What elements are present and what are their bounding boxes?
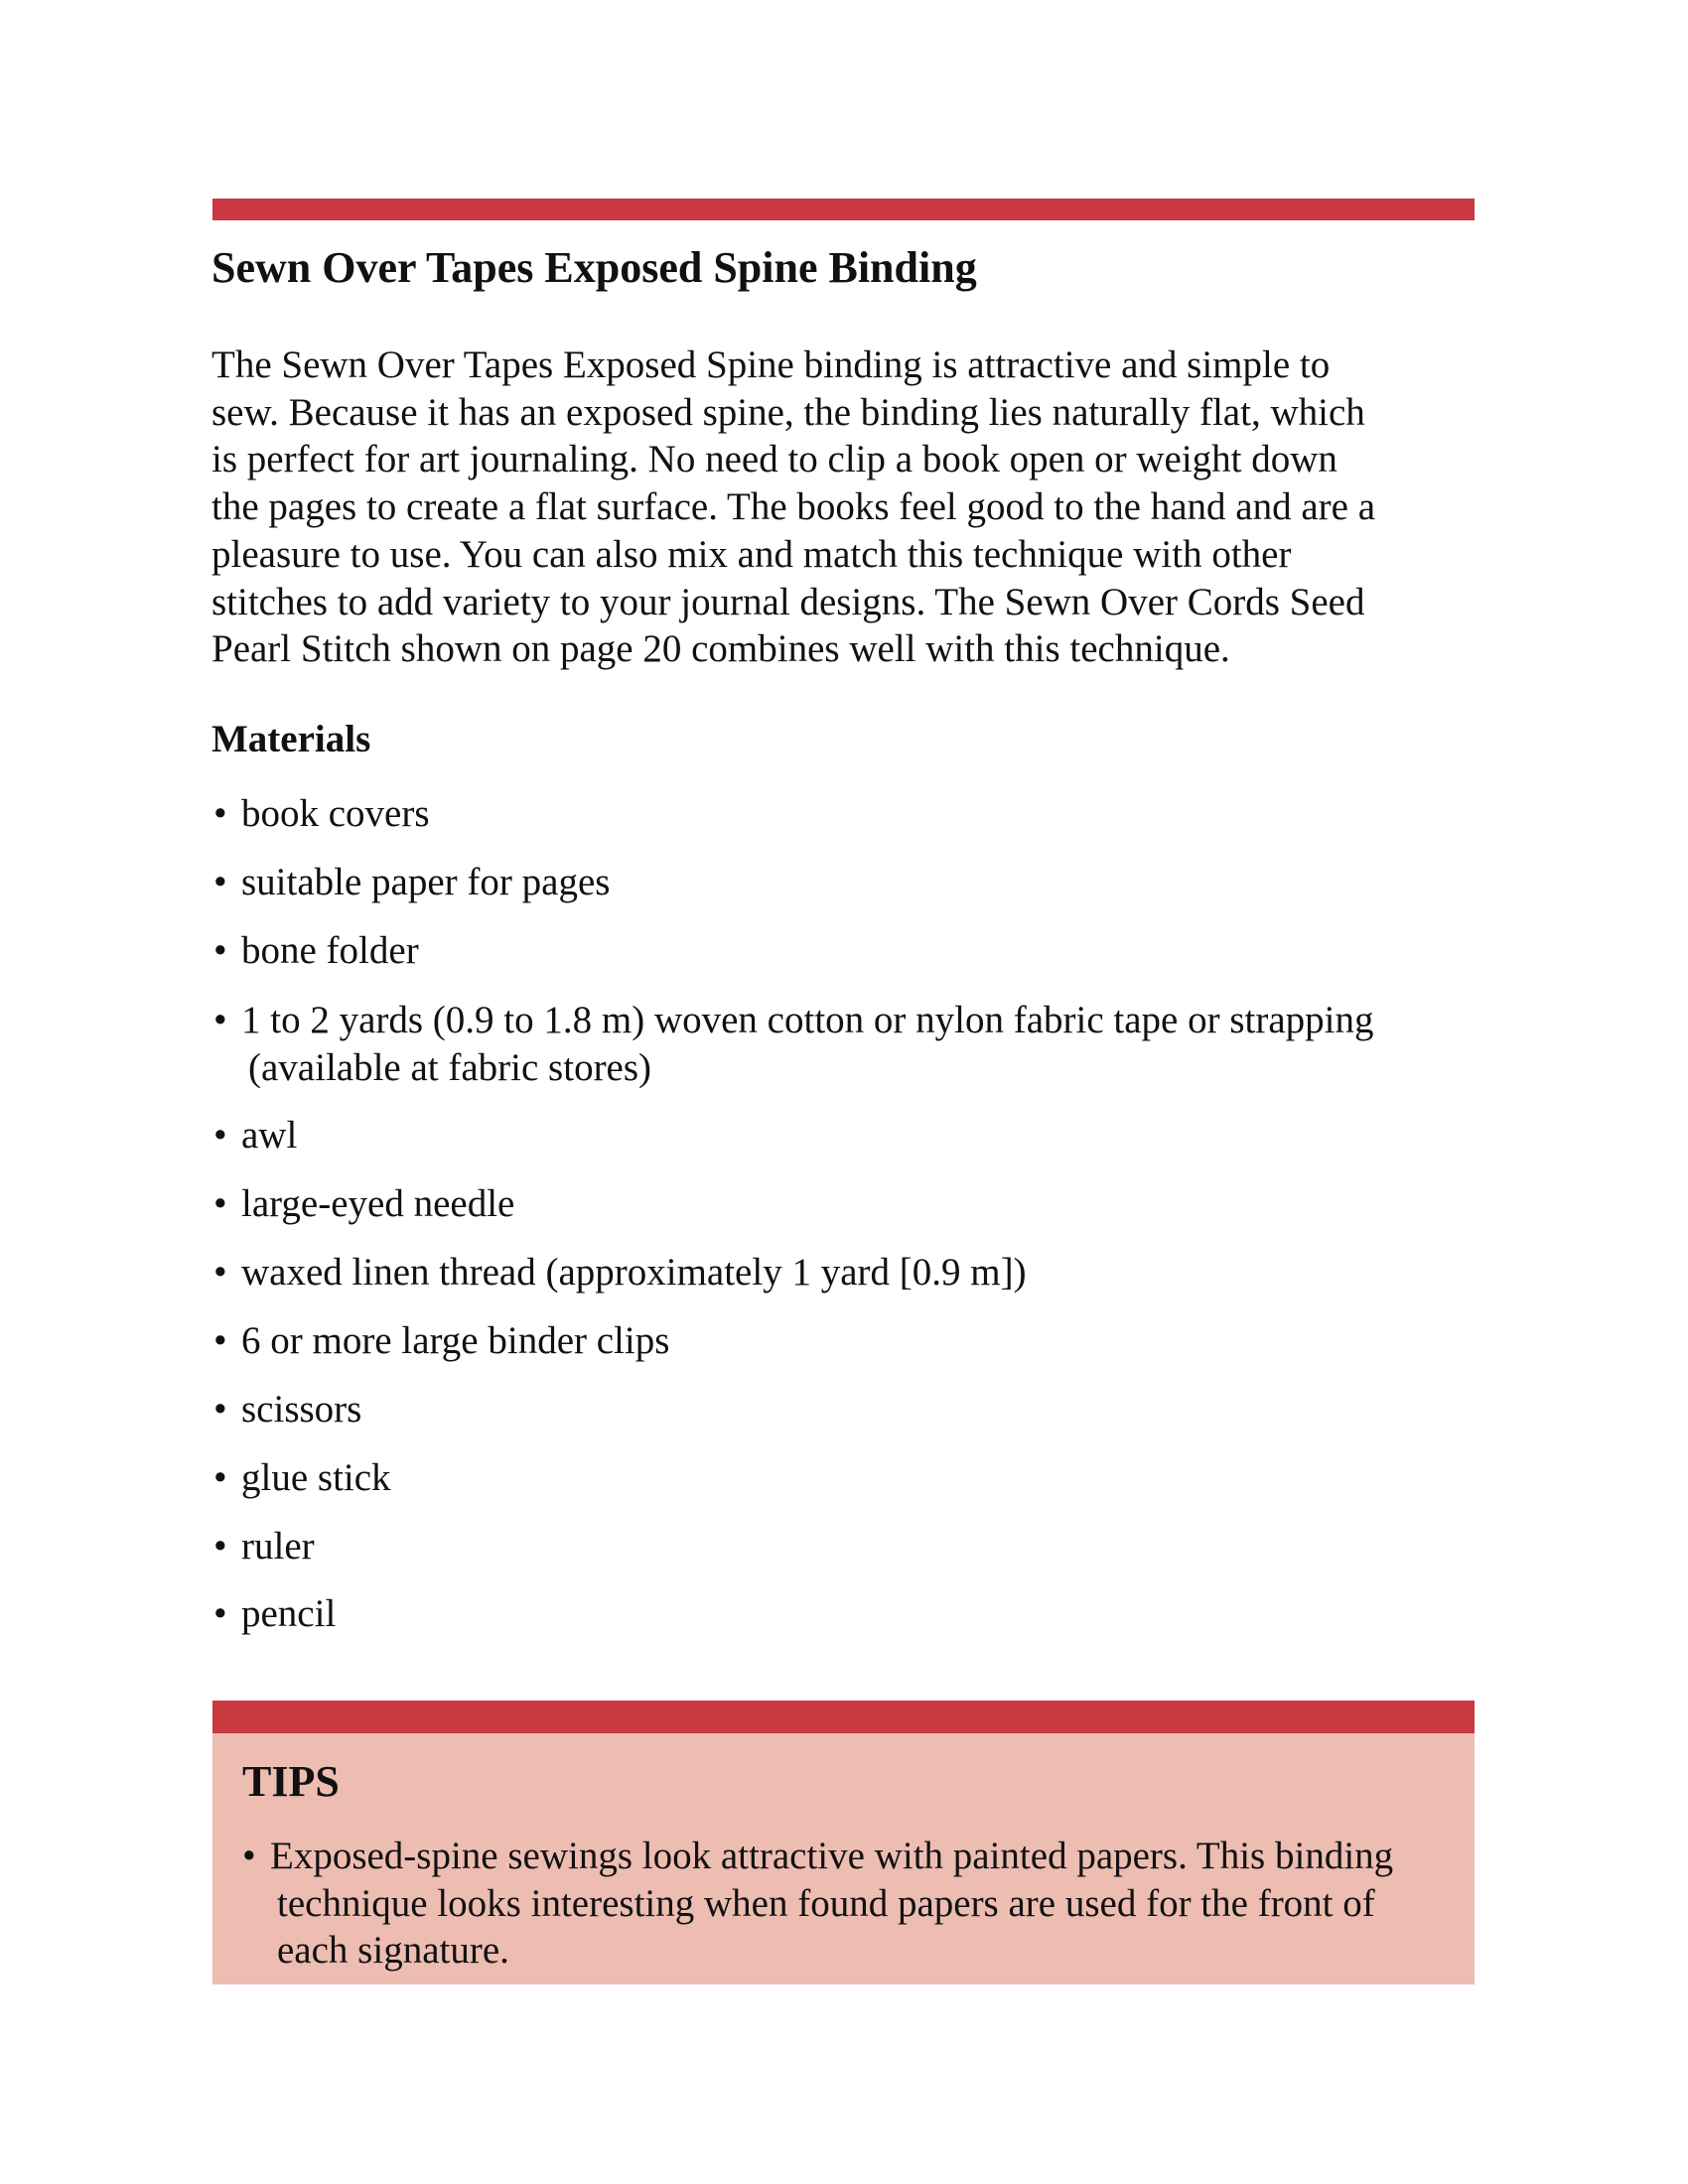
list-item-text: book covers <box>241 792 430 835</box>
intro-line: stitches to add variety to your journal designs. The Sewn Over Cords Seed <box>211 580 1365 623</box>
intro-line: Pearl Stitch shown on page 20 combines well with this technique. <box>211 627 1230 671</box>
list-item <box>213 1523 1494 1570</box>
bullet: • <box>242 1835 256 1877</box>
page-title: Sewn Over Tapes Exposed Spine Binding <box>211 243 977 292</box>
tips-box <box>212 1701 1475 1984</box>
list-item <box>213 1112 1494 1160</box>
bullet: • <box>213 1388 227 1431</box>
list-item <box>213 997 1494 1092</box>
tips-list-item <box>242 1833 1483 1975</box>
list-item-text: glue stick <box>241 1456 391 1499</box>
bullet: • <box>213 1592 227 1635</box>
bullet: • <box>213 999 227 1041</box>
list-item-text: suitable paper for pages <box>241 861 611 903</box>
tips-line: each signature. <box>277 1929 509 1973</box>
list-item <box>213 1454 1494 1502</box>
intro-line: sew. Because it has an exposed spine, the binding lies naturally flat, which <box>211 390 1365 434</box>
bullet: • <box>213 929 227 972</box>
list-item-text: scissors <box>241 1388 362 1431</box>
list-item <box>213 1180 1494 1228</box>
materials-heading: Materials <box>211 718 371 760</box>
bullet: • <box>213 1456 227 1499</box>
list-item-text: 6 or more large binder clips <box>241 1319 670 1362</box>
tips-line: Exposed-spine sewings look attractive with painted papers. This binding <box>270 1835 1394 1877</box>
list-item-text: waxed linen thread (approximately 1 yard [0.9 m]) <box>241 1251 1027 1294</box>
list-item <box>213 1249 1494 1297</box>
list-item-text: ruler <box>241 1525 315 1568</box>
list-item-text: awl <box>241 1114 298 1157</box>
list-item <box>213 1317 1494 1365</box>
list-item-text: 1 to 2 yards (0.9 to 1.8 m) woven cotton or nylon fabric tape or strapping <box>241 999 1374 1041</box>
bullet: • <box>213 1319 227 1362</box>
intro-line: pleasure to use. You can also mix and match this technique with other <box>211 532 1292 576</box>
list-item <box>213 859 1494 906</box>
list-item <box>213 790 1494 838</box>
intro-line: The Sewn Over Tapes Exposed Spine binding is attractive and simple to <box>211 343 1331 386</box>
list-item <box>213 927 1494 975</box>
list-item-text: bone folder <box>241 929 419 972</box>
list-item-text: large-eyed needle <box>241 1182 515 1225</box>
bullet: • <box>213 861 227 903</box>
bullet: • <box>213 1114 227 1157</box>
bullet: • <box>213 1251 227 1294</box>
list-item-continuation: (available at fabric stores) <box>248 1046 652 1089</box>
tips-accent-bar <box>212 1701 1475 1733</box>
intro-line: is perfect for art journaling. No need to clip a book open or weight down <box>211 438 1337 481</box>
tips-line: technique looks interesting when found papers are used for the front of <box>277 1881 1375 1925</box>
list-item <box>213 1590 1494 1638</box>
intro-line: the pages to create a flat surface. The books feel good to the hand and are a <box>211 485 1376 529</box>
bullet: • <box>213 792 227 835</box>
bullet: • <box>213 1525 227 1568</box>
bullet: • <box>213 1182 227 1225</box>
tips-heading: TIPS <box>242 1757 340 1806</box>
list-item-text: pencil <box>241 1592 337 1635</box>
list-item <box>213 1386 1494 1433</box>
